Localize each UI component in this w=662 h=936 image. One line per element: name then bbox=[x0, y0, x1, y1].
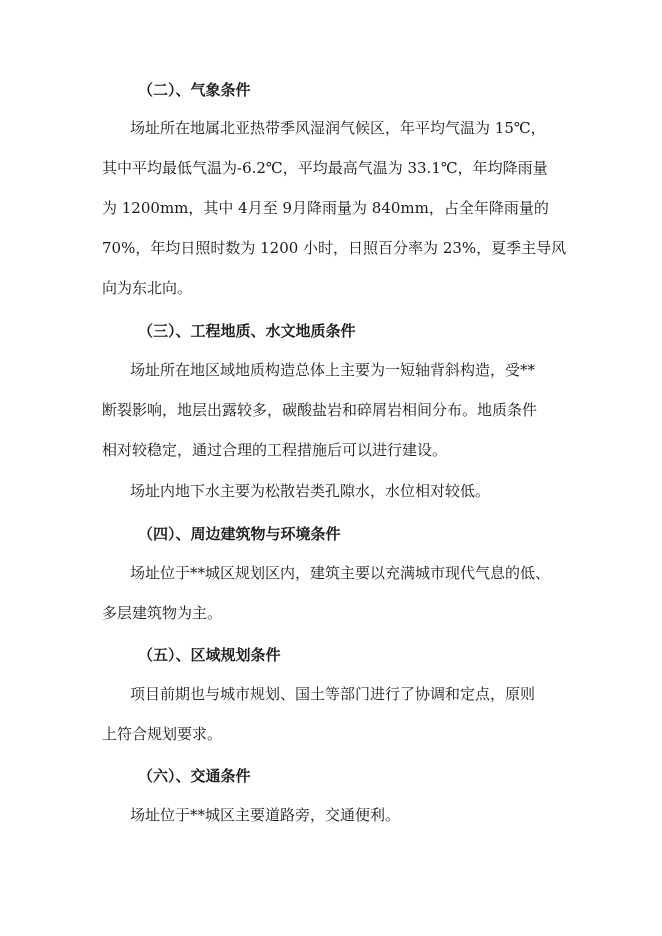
paragraph-geology bbox=[102, 350, 572, 470]
paragraph-climate bbox=[102, 108, 572, 308]
section-heading-geology: （三）、工程地质、水文地质条件 bbox=[138, 322, 356, 340]
text-line: 场址所在地属北亚热带季风湿润气候区，年平均气温为 15℃， bbox=[130, 119, 546, 137]
section-heading-surroundings: （四）、周边建筑物与环境条件 bbox=[138, 525, 341, 543]
section-heading-transportation: （六）、交通条件 bbox=[138, 767, 251, 785]
text-line: 为 1200mm，其中 4月至 9月降雨量为 840mm，占全年降雨量的 bbox=[102, 199, 549, 217]
text-line: 相对较稳定，通过合理的工程措施后可以进行建设。 bbox=[102, 441, 448, 459]
text-line: 向为东北向。 bbox=[102, 279, 193, 297]
text-line: 其中平均最低气温为-6.2℃，平均最高气温为 33.1℃，年均降雨量 bbox=[102, 159, 548, 177]
text-line: 场址位于**城区主要道路旁，交通便利。 bbox=[130, 806, 401, 824]
paragraph-groundwater bbox=[102, 471, 572, 511]
text-line: 多层建筑物为主。 bbox=[102, 604, 223, 622]
paragraph-surroundings bbox=[102, 553, 572, 633]
section-heading-climate: （二）、气象条件 bbox=[138, 81, 251, 99]
text-line: 断裂影响，地层出露较多，碳酸盐岩和碎屑岩相间分布。地质条件 bbox=[102, 401, 538, 419]
text-line: 场址位于**城区规划区内，建筑主要以充满城市现代气息的低、 bbox=[130, 564, 551, 582]
text-line: 场址内地下水主要为松散岩类孔隙水，水位相对较低。 bbox=[130, 482, 491, 500]
text-line: 项目前期也与城市规划、国土等部门进行了协调和定点，原则 bbox=[130, 685, 536, 703]
section-heading-regional-planning: （五）、区域规划条件 bbox=[138, 646, 281, 664]
text-line: 场址所在地区域地质构造总体上主要为一短轴背斜构造，受** bbox=[130, 361, 536, 379]
text-line: 70%，年均日照时数为 1200 小时，日照百分率为 23%，夏季主导风 bbox=[102, 239, 567, 257]
text-line: 上符合规划要求。 bbox=[102, 725, 223, 743]
paragraph-regional-planning bbox=[102, 674, 572, 754]
paragraph-transportation bbox=[102, 795, 572, 835]
